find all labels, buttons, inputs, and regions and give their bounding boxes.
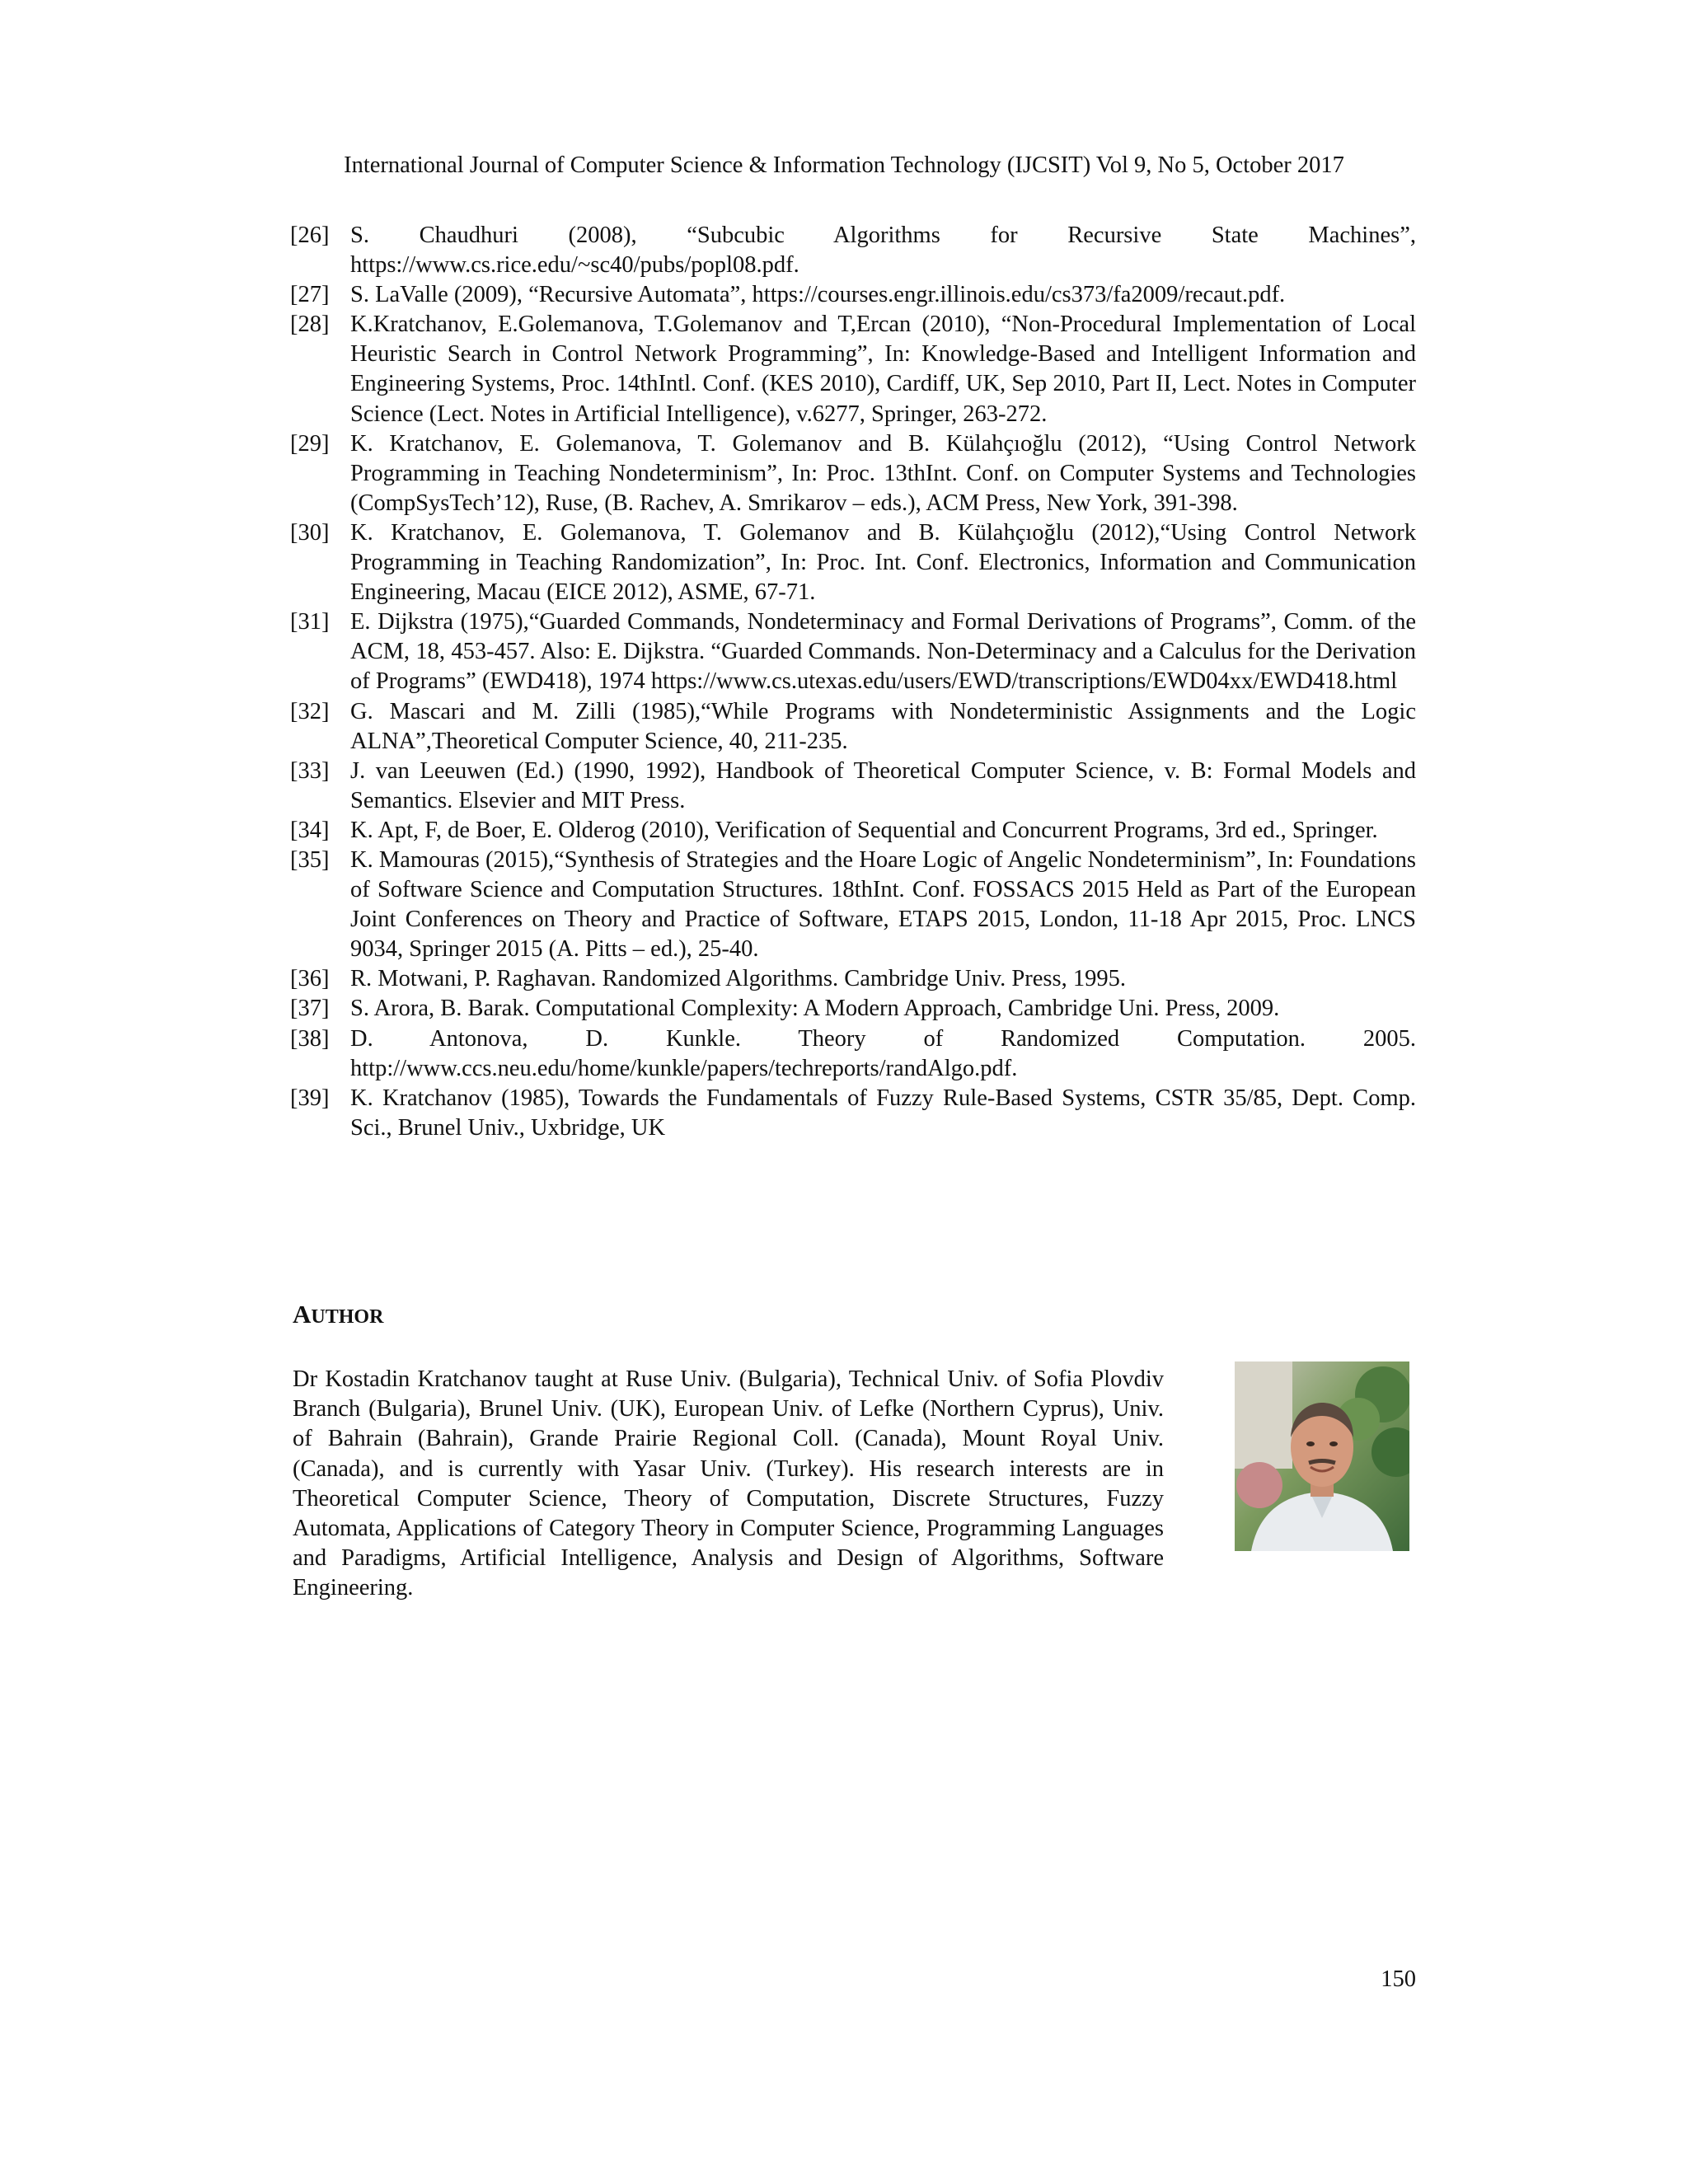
reference-text: R. Motwani, P. Raghavan. Randomized Algorithms. Cambridge Univ. Press, 1995. [350, 966, 1126, 992]
author-photo [1235, 1361, 1409, 1551]
reference-number: [26] [290, 223, 330, 248]
reference-number: [38] [290, 1025, 330, 1052]
reference-item [290, 429, 1416, 518]
reference-item [290, 221, 1416, 280]
reference-text: G. Mascari and M. Zilli (1985),“While Programs with Nondeterministic Assignments and the Logic ALNA”,Theoretical Computer Science, 40, 211-235. [350, 698, 1416, 754]
reference-text: S. Arora, B. Barak. Computational Complexity: A Modern Approach, Cambridge Uni. Press, 2009. [350, 996, 1280, 1022]
reference-number: [31] [290, 609, 330, 635]
reference-text: K. Kratchanov, E. Golemanova, T. Golemanov and B. Külahçıoğlu (2012),“Using Control Network Programming in Teaching Randomization”, In: Proc. Int. Conf. Electronics, Information and Communication Engineering, Macau (EICE 2012), ASME, 67-71. [350, 519, 1416, 606]
reference-item [290, 1024, 1416, 1084]
reference-item [290, 518, 1416, 607]
reference-number: [37] [290, 996, 330, 1022]
reference-text: S. LaValle (2009), “Recursive Automata”, https://courses.engr.illinois.edu/cs373/fa2009/recaut.pdf. [350, 282, 1286, 308]
reference-item [290, 816, 1416, 846]
author-bio: Dr Kostadin Kratchanov taught at Ruse Univ. (Bulgaria), Technical Univ. of Sofia Plovdiv Branch (Bulgaria), Brunel Univ. (UK), European Univ. of Lefke (Northern Cyprus), Univ. of Bahrain (Bahrain), Grande Prairie Regional Coll. (Canada), Mount Royal Univ. (Canada), and is currently with Yasar Univ. (Turkey). His research interests are in Theoretical Computer Science, Theory of Computation, Discrete Structures, Fuzzy Automata, Applications of Category Theory in Computer Science, Programming Languages and Paradigms, Artificial Intelligence, Analysis and Design of Algorithms, Software Engineering. [293, 1366, 1164, 1601]
reference-number: [33] [290, 757, 330, 784]
reference-number: [30] [290, 519, 330, 546]
reference-text: S. Chaudhuri (2008), “Subcubic Algorithms for Recursive State Machines”, https://www.cs.rice.edu/~sc40/pubs/popl08.pdf. [350, 223, 1416, 279]
reference-item [290, 964, 1416, 994]
reference-text: E. Dijkstra (1975),“Guarded Commands, Nondeterminacy and Formal Derivations of Programs”, Comm. of the ACM, 18, 453-457. Also: E. Dijkstra. “Guarded Commands. Non-Determinacy and a Calculus for the Derivation of Programs” (EWD418), 1974 https://www.cs.utexas.edu/users/EWD/transcriptions/EWD04xx/EWD418.html [350, 609, 1416, 695]
title-rest: UTHOR [311, 1306, 384, 1328]
reference-item [290, 994, 1416, 1024]
reference-item [290, 757, 1416, 816]
title-initial: A [293, 1300, 312, 1329]
reference-item [290, 846, 1416, 964]
reference-text: K.Kratchanov, E.Golemanova, T.Golemanov and T,Ercan (2010), “Non-Procedural Implementation of Local Heuristic Search in Control Network Programming”, In: Knowledge-Based and Intelligent Information and Engineering Systems, Proc. 14thIntl. Conf. (KES 2010), Cardiff, UK, Sep 2010, Part II, Lect. Notes in Computer Science (Lect. Notes in Artificial Intelligence), v.6277, Springer, 263-272. [350, 312, 1416, 427]
reference-number: [28] [290, 312, 330, 338]
reference-number: [32] [290, 698, 330, 724]
reference-number: [29] [290, 430, 330, 457]
reference-number: [34] [290, 817, 330, 843]
reference-number: [35] [290, 846, 330, 873]
reference-text: J. van Leeuwen (Ed.) (1990, 1992), Handbook of Theoretical Computer Science, v. B: Formal Models and Semantics. Elsevier and MIT Press. [350, 757, 1416, 813]
author-section-title [293, 1298, 383, 1333]
reference-text: K. Kratchanov, E. Golemanova, T. Golemanov and B. Külahçıoğlu (2012), “Using Control Network Programming in Teaching Nondeterminism”, In: Proc. 13thInt. Conf. on Computer Systems and Technologies (CompSysTech’12), Ruse, (B. Rachev, A. Smrikarov – eds.), ACM Press, New York, 391-398. [350, 430, 1416, 516]
reference-text: D. Antonova, D. Kunkle. Theory of Randomized Computation. 2005. http://www.ccs.neu.edu/home/kunkle/papers/techreports/randAlgo.pdf. [350, 1025, 1416, 1081]
reference-text: K. Mamouras (2015),“Synthesis of Strategies and the Hoare Logic of Angelic Nondeterminism”, In: Foundations of Software Science and Computation Structures. 18thInt. Conf. FOSSACS 2015 Held as Part of the European Joint Conferences on Theory and Practice of Software, ETAPS 2015, London, 11-18 Apr 2015, Proc. LNCS 9034, Springer 2015 (A. Pitts – ed.), 25-40. [350, 846, 1416, 963]
reference-number: [39] [290, 1085, 330, 1111]
reference-number: [36] [290, 966, 330, 992]
running-head: International Journal of Computer Science & Information Technology (IJCSIT) Vol 9, No 5, October 2017 [344, 152, 1344, 178]
reference-text: K. Apt, F, de Boer, E. Olderog (2010), Verification of Sequential and Concurrent Programs, 3rd ed., Springer. [350, 817, 1378, 843]
reference-text: K. Kratchanov (1985), Towards the Fundamentals of Fuzzy Rule-Based Systems, CSTR 35/85, Dept. Comp. Sci., Brunel Univ., Uxbridge, UK [350, 1085, 1416, 1141]
reference-item [290, 607, 1416, 696]
reference-item [290, 1084, 1416, 1143]
reference-item [290, 697, 1416, 757]
reference-item [290, 280, 1416, 310]
reference-item [290, 310, 1416, 429]
reference-list [290, 221, 1416, 1143]
page-number: 150 [1381, 1966, 1416, 1992]
reference-number: [27] [290, 282, 330, 308]
